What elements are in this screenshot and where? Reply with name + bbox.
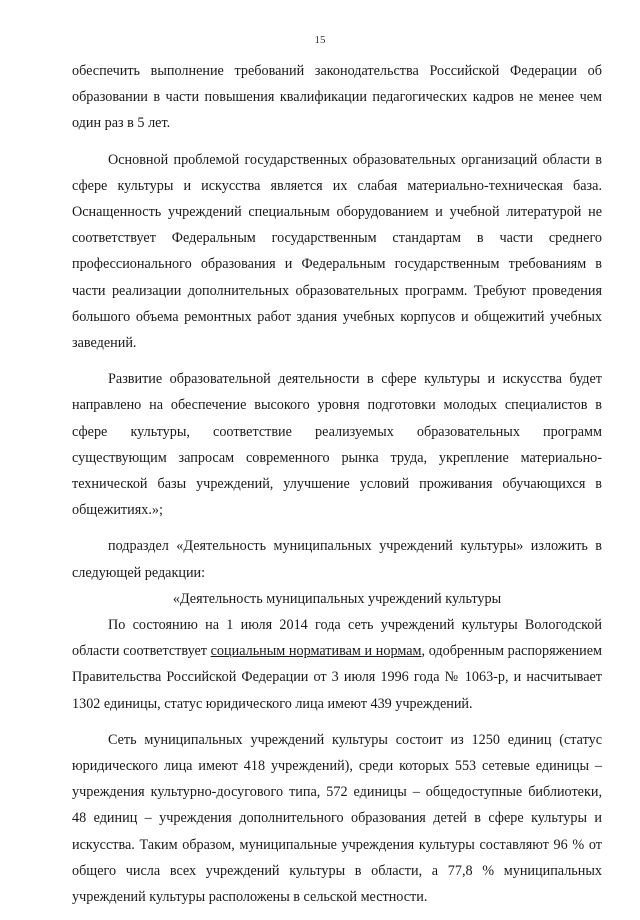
document-body [72,58,602,920]
paragraph-3: Развитие образовательной деятельности в сфере культуры и искусства будет направлено на обеспечение высокого уровня подготовки молодых специалистов в сфере культуры, соответствие реализуемых образовательных программ существующим запросам современного рынка труда, укрепление материально-технической базы учреждений, улучшение условий проживания обучающихся в общежитиях.»; [72,371,602,519]
paragraph-2: Основной проблемой государственных образовательных организаций области в сфере культуры и искусства является их слабая материально-техническая база. Оснащенность учреждений специальным оборудованием и учебной литературой не соответствует Федеральным государственным стандартам в части среднего профессионального образования и Федеральным государственным требованиям в части реализации дополнительных образовательных программ. Требуют проведения большого объема ремонтных работ здания учебных корпусов и общежитий учебных заведений. [72,151,602,352]
paragraph-5 [72,612,602,717]
paragraph-1: обеспечить выполнение требований законодательства Российской Федерации об образовании в части повышения квалификации педагогических кадров не менее чем один раз в 5 лет. [72,63,602,132]
page-number: 15 [314,34,326,46]
paragraph-6: Сеть муниципальных учреждений культуры состоит из 1250 единиц (статус юридического лица имеют 418 учреждений), среди которых 553 сетевые единицы – учреждения культурно-досугового типа, 572 единицы – общедоступные библиотеки, 48 единиц – учреждения дополнительного образования детей в сфере культуры и искусства. Таким образом, муниципальные учреждения культуры составляют 96 % от общего числа всех учреждений культуры в области, а 77,8 % муниципальных учреждений культуры расположены в сельской местности. [72,731,602,906]
paragraph-5-start: По состоянию на 1 июля 2014 года сеть учреждений культуры Вологодской области соответствует [72,617,602,660]
norms-reference-link[interactable]: социальным нормативам и нормам [210,643,422,660]
paragraph-5-end: , одобренным распоряжением Правительства Российской Федерации от 3 июля 1996 года № 1063-р, и насчитывает 1302 единицы, статус юридического лица имеют 439 учреждений. [72,643,603,712]
paragraph-4: подраздел «Деятельность муниципальных учреждений культуры» изложить в следующей редакции: [72,538,602,581]
section-title: «Деятельность муниципальных учреждений культуры [172,590,502,607]
